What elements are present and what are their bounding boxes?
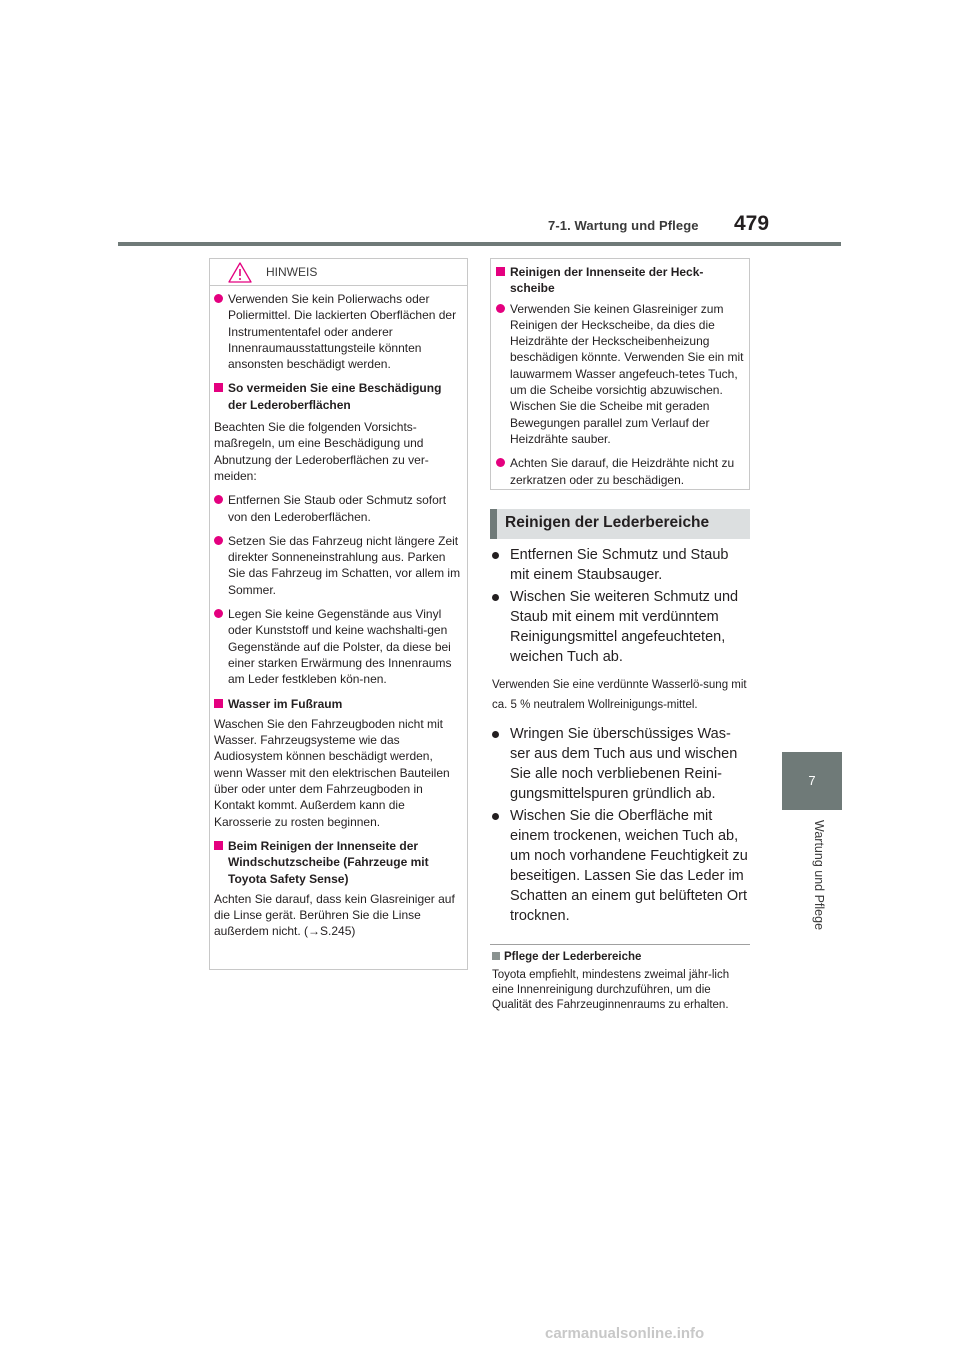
bullet-dot — [496, 304, 505, 313]
bullet-dot — [214, 536, 223, 545]
list-item: Wischen Sie weiteren Schmutz und Staub mit einem mit verdünntem Reinigungsmittel angefeuchteten, weichen Tuch ab. — [492, 587, 748, 667]
bullet-dot — [492, 731, 499, 738]
windshield-text: Achten Sie darauf, dass kein Glasreiniger auf die Linse gerät. Berühren Sie die Linse außerdem nicht. (→S.245) — [214, 891, 455, 939]
notice-content-continued — [496, 264, 744, 496]
section-title: Reinigen der Lederbereiche — [505, 514, 710, 531]
bullet-dot — [214, 609, 223, 618]
care-title: Pflege der Lederbereiche — [492, 951, 641, 963]
list-item: Entfernen Sie Schmutz und Staub mit einem Staubsauger. — [492, 545, 748, 585]
notice-bullet: Achten Sie darauf, die Heizdrähte nicht zu zerkratzen oder zu beschädigen. — [496, 455, 744, 488]
watermark: carmanualsonline.info — [545, 1325, 705, 1342]
square-marker — [214, 383, 223, 392]
water-text: Waschen Sie den Fahrzeugboden nicht mit Wasser. Fahrzeugsysteme wie das Audiosystem können beschädigt werden, wenn Wasser mit den elektrischen Bauteilen über oder unter dem Fahrzeugboden in Kontakt kommt. Außerdem kann die Karosserie zu rosten beginnen. — [214, 716, 450, 829]
square-marker — [214, 699, 223, 708]
info-rule — [490, 944, 750, 945]
subheading-leather: So vermeiden Sie eine Beschädigung der Lederoberflächen — [214, 380, 462, 413]
notice-title: HINWEIS — [266, 265, 318, 279]
bullet-dot — [492, 594, 499, 601]
notice-bullet: Legen Sie keine Gegenstände aus Vinyl oder Kunststoff und keine wachshalti-gen Gegenstände auf die Polster, da diese bei einer starken Erwärmung des Innenraums am Leder festkleben kön-nen. — [214, 606, 462, 687]
bullet-dot — [496, 458, 505, 467]
chapter-tab: 7 — [782, 752, 842, 810]
notice-bullet: Verwenden Sie keinen Glasreiniger zum Reinigen der Heckscheibe, da dies die Heizdrähte der Heckscheibenheizung beschädigen könnte. Verwenden Sie ein mit lauwarmem Wasser angefeuch-tetes Tuch, um die Scheibe vorsichtig abzuwischen. Wischen Sie die Scheibe mit geraden Bewegungen parallel zum Verlauf der Heizdrähte sauber. — [496, 301, 744, 448]
subheading-water: Wasser im Fußraum — [214, 696, 462, 712]
page-number: 479 — [734, 212, 770, 235]
bullet-dot — [492, 552, 499, 559]
subheading-rear-window: Reinigen der Innenseite der Heck-scheibe — [496, 264, 744, 297]
section-heading-bar — [490, 509, 497, 539]
bullet-dot — [492, 813, 499, 820]
dilution-note: Verwenden Sie eine verdünnte Wasserlö-sung mit ca. 5 % neutralem Wollreinigungs-mittel. — [492, 679, 747, 711]
bullet-dot — [214, 294, 223, 303]
care-text: Toyota empfiehlt, mindestens zweimal jähr-lich eine Innenreinigung durchzuführen, um die Qualität des Fahrzeuginnenraums zu erhalten. — [492, 969, 730, 1012]
square-marker — [492, 952, 500, 960]
notice-content — [214, 291, 462, 948]
square-marker — [496, 267, 505, 276]
notice-bullet: Verwenden Sie kein Polierwachs oder Poliermittel. Die lackierten Oberflächen der Instrumententafel oder anderer Innenraumausstattungsteile könnten ansonsten beschädigt werden. — [214, 291, 462, 372]
steps-list — [492, 545, 748, 928]
list-item: Wischen Sie die Oberfläche mit einem trockenen, weichen Tuch ab, um noch vorhandene Feuchtigkeit zu beseitigen. Lassen Sie das Leder im Schatten an einem gut belüfteten Ort trocknen. — [492, 806, 748, 926]
leather-intro: Beachten Sie die folgenden Vorsichts-maßregeln, um eine Beschädigung und Abnutzung der Lederoberflächen zu ver-meiden: — [214, 420, 429, 483]
notice-bullet: Entfernen Sie Staub oder Schmutz sofort von den Lederoberflächen. — [214, 492, 462, 525]
list-item: Wringen Sie überschüssiges Was-ser aus dem Tuch aus und wischen Sie alle noch verbliebenen Reini-gungsmittelspuren gründlich ab. — [492, 724, 748, 804]
chapter-title: Wartung und Pflege — [812, 820, 826, 931]
notice-bullet: Setzen Sie das Fahrzeug nicht längere Zeit direkter Sonneneinstrahlung aus. Parken Sie das Fahrzeug im Schatten, vor allem im Sommer. — [214, 533, 462, 598]
warning-triangle-icon — [228, 262, 252, 283]
subheading-windshield: Beim Reinigen der Innenseite der Windschutzscheibe (Fahrzeuge mit Toyota Safety Sense) — [214, 838, 462, 887]
header-rule — [118, 242, 841, 246]
bullet-dot — [214, 495, 223, 504]
section-label: 7-1. Wartung und Pflege — [548, 218, 699, 233]
square-marker — [214, 841, 223, 850]
